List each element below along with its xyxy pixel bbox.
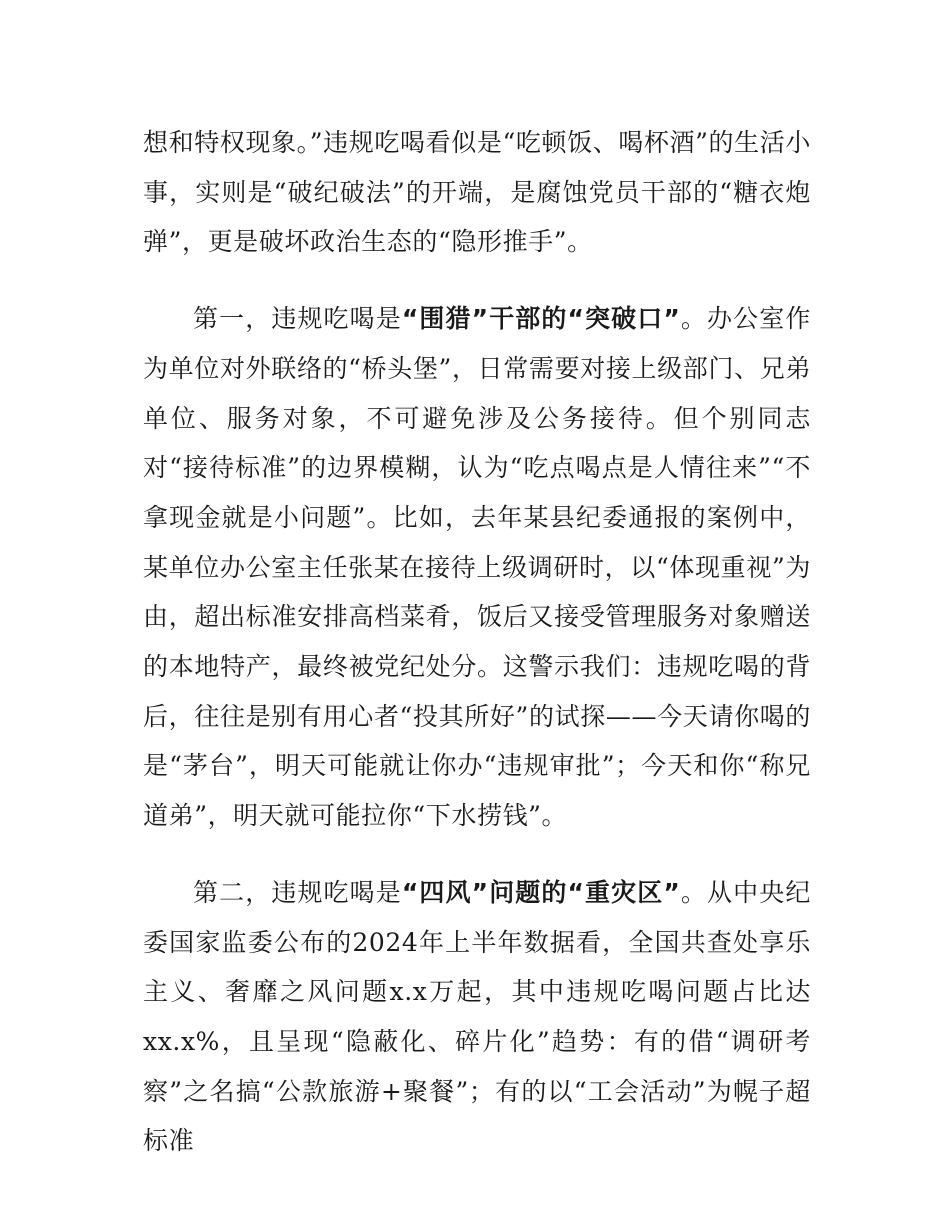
first-point-lead: 第一，违规吃喝是 bbox=[193, 304, 402, 334]
paragraph-first-point bbox=[143, 294, 811, 841]
first-point-heading: “围猎”干部的“突破口” bbox=[401, 304, 681, 334]
document-page bbox=[143, 118, 811, 1166]
first-point-body: 。办公室作为单位对外联络的“桥头堡”，日常需要对接上级部门、兄弟单位、服务对象，不可避免涉及公务接待。但个别同志对“接待标准”的边界模糊，认为“吃点喝点是人情往来”“不拿现金就是小问题”。比如，去年某县纪委通报的案例中，某单位办公室主任张某在接待上级调研时，以“体现重视”为由，超出标准安排高档菜肴，饭后又接受管理服务对象赠送的本地特产，最终被党纪处分。这警示我们：违规吃喝的背后，往往是别有用心者“投其所好”的试探——今天请你喝的是“茅台”，明天可能就让你办“违规审批”；今天和你“称兄道弟”，明天就可能拉你“下水捞钱”。 bbox=[143, 304, 811, 831]
paragraph-intro bbox=[143, 118, 811, 267]
second-point-lead: 第二，违规吃喝是 bbox=[193, 877, 402, 907]
paragraph-second-point bbox=[143, 868, 811, 1166]
paragraph-intro-text: 想和特权现象。”违规吃喝看似是“吃顿饭、喝杯酒”的生活小事，实则是“破纪破法”的开端，是腐蚀党员干部的“糖衣炮弹”，更是破坏政治生态的“隐形推手”。 bbox=[143, 128, 811, 257]
second-point-heading: “四风”问题的“重灾区” bbox=[401, 877, 681, 907]
second-point-body: 。从中央纪委国家监委公布的2024年上半年数据看，全国共查处享乐主义、奢靡之风问题x.x万起，其中违规吃喝问题占比达xx.x%，且呈现“隐蔽化、碎片化”趋势：有的借“调研考察”之名搞“公款旅游+聚餐”；有的以“工会活动”为幌子超标准 bbox=[143, 877, 811, 1156]
